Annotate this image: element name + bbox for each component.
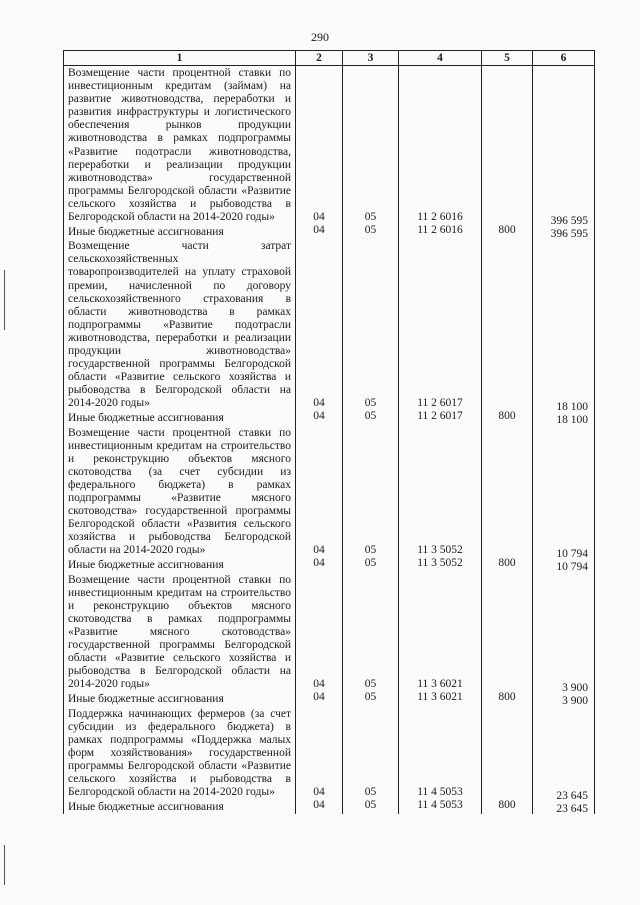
subsection-code: 05 (343, 691, 399, 706)
row-description: Возмещение части процентной ставки по инвестиционным кредитам на строительство и реконструкцию объектов мясного скотоводства (за счет субсидии из федерального бюджета) в рамках подпрограммы «Развитие мясного скотоводства» государственной программы Белгородской области «Развития сельского хозяйства и рыбоводства Белгородской области на 2014-2020 годы» (64, 426, 296, 558)
subsection-code: 05 (343, 557, 399, 572)
section-code: 04 (296, 707, 343, 800)
amount: 3 900 (533, 695, 595, 710)
table-header (64, 51, 595, 66)
section-code: 04 (296, 557, 343, 572)
table-row (64, 66, 595, 225)
section-code: 04 (296, 410, 343, 425)
table-row (64, 426, 595, 558)
scan-edge-mark (4, 270, 5, 330)
subsection-code: 05 (343, 410, 399, 425)
target-item-code: 11 2 6017 (399, 239, 482, 410)
table-row (64, 573, 595, 692)
column-header: 2 (296, 51, 343, 66)
amount: 18 100 (533, 243, 595, 414)
expense-type-code (482, 707, 533, 800)
target-item-code: 11 4 5053 (399, 707, 482, 800)
amount: 3 900 (533, 577, 595, 696)
expense-type-code (482, 426, 533, 558)
row-description: Иные бюджетные ассигнования (64, 691, 296, 706)
row-description: Иные бюджетные ассигнования (64, 557, 296, 572)
subsection-code: 05 (343, 239, 399, 410)
page-number: 290 (311, 30, 329, 44)
amount: 18 100 (533, 414, 595, 429)
row-description: Иные бюджетные ассигнования (64, 410, 296, 425)
table-row (64, 799, 595, 814)
target-item-code: 11 2 6016 (399, 66, 482, 225)
column-header: 3 (343, 51, 399, 66)
table-row (64, 224, 595, 239)
column-header: 6 (533, 51, 595, 66)
target-item-code: 11 3 5052 (399, 426, 482, 558)
table-row (64, 557, 595, 572)
section-code: 04 (296, 224, 343, 239)
table-row (64, 691, 595, 706)
table-row (64, 239, 595, 410)
subsection-code: 05 (343, 224, 399, 239)
subsection-code: 05 (343, 66, 399, 225)
row-description: Возмещение части процентной ставки по инвестиционным кредитам (займам) на развитие животноводства, переработки и развития инфраструктуры и логистического обеспечения рынков продукции животноводства в рамках подпрограммы «Развитие подотрасли животноводства, переработки и реализации продукции животноводства» государственной программы Белгородской области «Развитие сельского хозяйства и рыбоводства в Белгородской области на 2014-2020 годы» (64, 66, 296, 225)
expense-type-code (482, 66, 533, 225)
table-row (64, 410, 595, 425)
row-description: Иные бюджетные ассигнования (64, 799, 296, 814)
amount: 396 595 (533, 228, 595, 243)
target-item-code: 11 2 6017 (399, 410, 482, 425)
amount: 23 645 (533, 711, 595, 804)
section-code: 04 (296, 573, 343, 692)
expense-type-code: 800 (482, 557, 533, 572)
amount: 23 645 (533, 803, 595, 818)
row-description: Поддержка начинающих фермеров (за счет субсидии из федерального бюджета) в рамках подпрограммы «Поддержка малых форм хозяйствования» государственной программы Белгородской области «Развитие сельского хозяйства и рыбоводства в Белгородской области на 2014-2020 годы» (64, 707, 296, 800)
subsection-code: 05 (343, 426, 399, 558)
column-header: 1 (64, 51, 296, 66)
section-code: 04 (296, 691, 343, 706)
table-body (64, 66, 595, 815)
expense-type-code: 800 (482, 410, 533, 425)
target-item-code: 11 3 6021 (399, 691, 482, 706)
section-code: 04 (296, 799, 343, 814)
section-code: 04 (296, 239, 343, 410)
expense-type-code (482, 573, 533, 692)
amount: 10 794 (533, 430, 595, 562)
table-row (64, 707, 595, 800)
target-item-code: 11 3 5052 (399, 557, 482, 572)
subsection-code: 05 (343, 707, 399, 800)
section-code: 04 (296, 66, 343, 225)
section-code: 04 (296, 426, 343, 558)
row-description: Возмещение части процентной ставки по инвестиционным кредитам на строительство и реконструкцию объектов мясного скотоводства в рамках подпрограммы «Развитие мясного скотоводства» государственной программы Белгородской области «Развитие сельского хозяйства и рыбоводства в Белгородской области на 2014-2020 годы» (64, 573, 296, 692)
expense-type-code: 800 (482, 224, 533, 239)
budget-table (63, 50, 595, 814)
row-description: Иные бюджетные ассигнования (64, 224, 296, 239)
target-item-code: 11 4 5053 (399, 799, 482, 814)
scan-edge-mark (4, 845, 5, 885)
amount: 10 794 (533, 561, 595, 576)
amount: 396 595 (533, 70, 595, 229)
expense-type-code (482, 239, 533, 410)
target-item-code: 11 2 6016 (399, 224, 482, 239)
expense-type-code: 800 (482, 799, 533, 814)
row-description: Возмещение части затрат сельскохозяйственных товаропроизводителей на уплату страховой премии, начисленной по договору сельскохозяйственного страхования в области животноводства в рамках подпрограммы «Развитие подотрасли животноводства, переработки и реализации продукции животноводства» государственной программы Белгородской области «Развитие сельского хозяйства и рыбоводства в Белгородской области на 2014-2020 годы» (64, 239, 296, 410)
subsection-code: 05 (343, 799, 399, 814)
subsection-code: 05 (343, 573, 399, 692)
column-header: 4 (399, 51, 482, 66)
column-header: 5 (482, 51, 533, 66)
target-item-code: 11 3 6021 (399, 573, 482, 692)
expense-type-code: 800 (482, 691, 533, 706)
